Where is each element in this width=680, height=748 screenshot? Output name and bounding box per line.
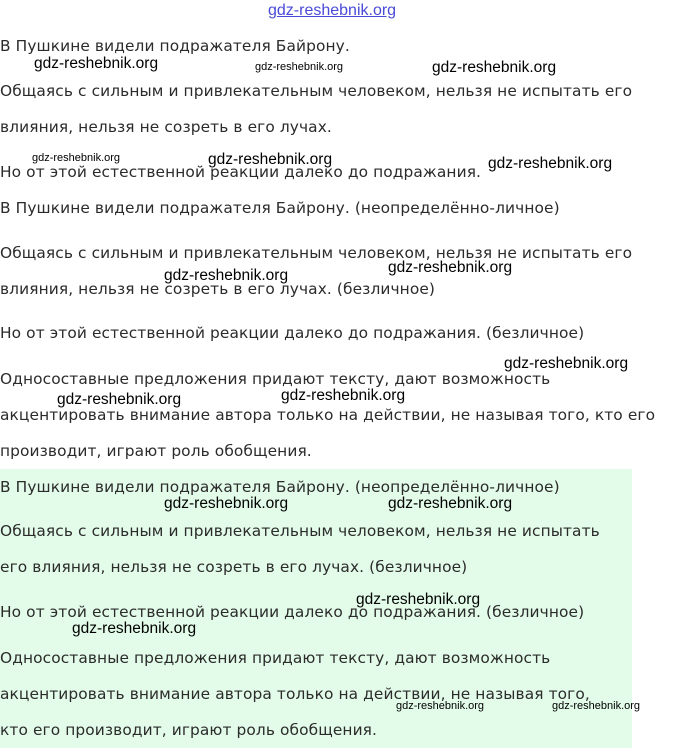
watermark: gdz-reshebnik.org (281, 387, 406, 404)
analysis-line: Общаясь с сильным и привлекательным человеком, нельзя не испытать его (0, 244, 633, 262)
watermark: gdz-reshebnik.org (164, 267, 289, 284)
analysis-line: влияния, нельзя не созреть в его лучах. (безличное) (0, 280, 436, 298)
example-line: Общаясь с сильным и привлекательным человеком, нельзя не испытать его (0, 82, 633, 100)
analysis-line: Но от этой естественной реакции далеко до подражания. (безличное) (0, 324, 585, 342)
example-line: влияния, нельзя не созреть в его лучах. (0, 118, 332, 136)
watermark: gdz-reshebnik.org (432, 59, 557, 76)
analysis-line: производит, играют роль обобщения. (0, 442, 312, 460)
watermark: gdz-reshebnik.org (32, 152, 121, 164)
answer-line: кто его производит, играют роль обобщения. (0, 721, 378, 739)
watermark: gdz-reshebnik.org (488, 155, 613, 172)
watermark: gdz-reshebnik.org (388, 495, 513, 512)
answer-line: Односоставные предложения придают тексту, дают возможность (0, 649, 551, 667)
analysis-line: Односоставные предложения придают тексту, дают возможность (0, 370, 551, 388)
watermark: gdz-reshebnik.org (552, 700, 641, 712)
watermark: gdz-reshebnik.org (164, 495, 289, 512)
example-line: В Пушкине видели подражателя Байрону. (0, 37, 350, 55)
watermark: gdz-reshebnik.org (57, 391, 182, 408)
analysis-line: акцентировать внимание автора только на действии, не называя того, кто его (0, 406, 656, 424)
watermark: gdz-reshebnik.org (208, 151, 333, 168)
answer-line: Но от этой естественной реакции далеко до подражания. (безличное) (0, 603, 585, 621)
site-link[interactable]: gdz-reshebnik.org (268, 2, 397, 19)
watermark: gdz-reshebnik.org (72, 620, 197, 637)
answer-line: акцентировать внимание автора только на действии, не называя того, (0, 685, 590, 703)
analysis-line: В Пушкине видели подражателя Байрону. (неопределённо-личное) (0, 199, 560, 217)
answer-line: Общаясь с сильным и привлекательным человеком, нельзя не испытать (0, 522, 600, 540)
example-line: Но от этой естественной реакции далеко до подражания. (0, 163, 482, 181)
watermark: gdz-reshebnik.org (396, 700, 485, 712)
watermark: gdz-reshebnik.org (356, 591, 481, 608)
watermark: gdz-reshebnik.org (255, 61, 344, 73)
watermark: gdz-reshebnik.org (34, 55, 159, 72)
answer-line: В Пушкине видели подражателя Байрону. (неопределённо-личное) (0, 478, 560, 496)
watermark: gdz-reshebnik.org (388, 259, 513, 276)
answer-line: его влияния, нельзя не созреть в его лучах. (безличное) (0, 558, 468, 576)
watermark: gdz-reshebnik.org (504, 355, 629, 372)
